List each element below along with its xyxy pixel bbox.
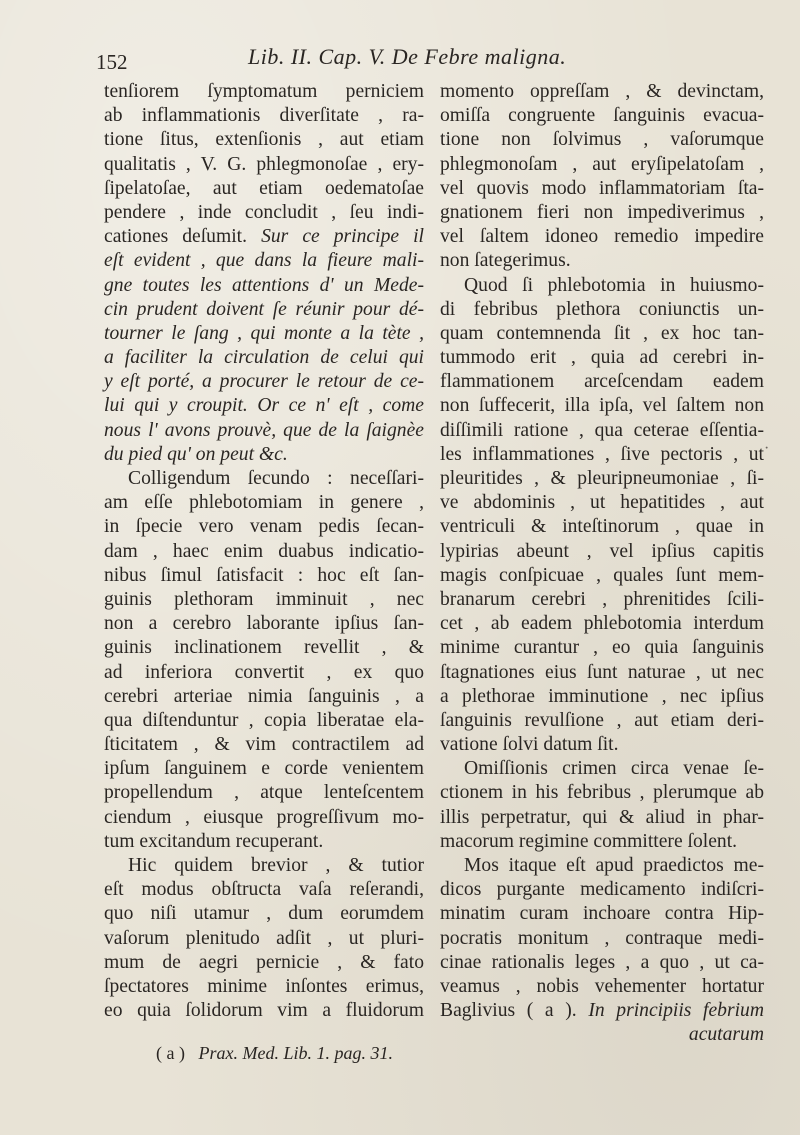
line-italic-text: lui qui y croupit. Or ce n' eſt , come <box>104 395 424 417</box>
line-text: ipſum ſanguinem e corde venientem <box>104 758 424 780</box>
text-line <box>104 346 424 370</box>
line-italic-text: nous l' avons prouvè, que de la ſaignèe <box>104 419 424 441</box>
text-line <box>104 443 424 467</box>
text-line <box>104 322 424 346</box>
line-text: Quod ſi phlebotomia in huiusmo- <box>464 274 764 296</box>
text-line <box>440 467 764 491</box>
line-text: Hic quidem brevior , & tutior <box>128 855 424 876</box>
line-italic-text: eſt evident , que dans la fieure mali- <box>104 250 424 272</box>
text-line <box>440 249 764 273</box>
text-line <box>104 612 424 636</box>
line-text: momento oppreſſam , & devinctam, <box>440 81 764 102</box>
line-text: branarum cerebri , phrenitides ſcili- <box>440 588 764 610</box>
text-line <box>104 999 424 1023</box>
line-text: eo quia ſolidorum vim a fluidorum <box>104 1000 424 1022</box>
line-text: vaſorum plenitudo adſit , ut pluri- <box>104 927 424 949</box>
line-text: cinae rationalis leges , a quo , ut ca- <box>440 951 764 973</box>
line-text: diſſimili ratione , qua ceterae eſſentia- <box>440 419 764 441</box>
text-line <box>104 830 424 854</box>
text-line <box>104 588 424 612</box>
line-text: pocratis monitum , contraque medi- <box>440 927 764 949</box>
line-text: qualitatis , V. G. phlegmonoſae , ery- <box>104 153 424 175</box>
line-text: illis perpetratur, qui & aliud in phar- <box>440 806 764 828</box>
text-line <box>440 177 764 201</box>
text-line <box>104 80 424 104</box>
footnote-text: Prax. Med. Lib. 1. pag. 31. <box>198 1043 393 1063</box>
text-line <box>440 588 764 612</box>
line-text: cerebri arteriae nimia ſanguinis , a <box>104 685 424 707</box>
line-text: vatione ſolvi datum ſit. <box>440 734 619 756</box>
text-line <box>440 685 764 709</box>
text-line <box>104 394 424 418</box>
text-line <box>440 951 764 975</box>
text-line <box>440 153 764 177</box>
line-text: quam contemnenda ſit , ex hoc tan- <box>440 322 764 344</box>
text-line <box>104 806 424 830</box>
line-text: ſticitatem , & vim contractilem ad <box>104 734 424 756</box>
text-line <box>440 128 764 152</box>
text-line <box>440 830 764 854</box>
line-text: pendere , inde concludit , ſeu indi- <box>104 201 424 223</box>
text-line <box>104 467 424 491</box>
text-line <box>440 854 764 878</box>
text-line <box>440 781 764 805</box>
line-text: tenſiorem ſymptomatum perniciem <box>104 81 424 102</box>
line-text: ſpectatores minime inſontes erimus, <box>104 975 424 997</box>
text-line <box>440 612 764 636</box>
text-line <box>440 878 764 902</box>
text-line <box>104 177 424 201</box>
line-text: non ſategerimus. <box>440 250 571 272</box>
line-text: a plethorae imminutione , nec ipſius <box>440 685 764 707</box>
text-line <box>104 709 424 733</box>
text-line <box>104 419 424 443</box>
text-line <box>104 128 424 152</box>
text-line <box>104 902 424 926</box>
line-text: guinis plethoram imminuit , nec <box>104 588 424 610</box>
line-text: ſanguinis revulſione , aut etiam deri- <box>440 709 764 731</box>
line-text: quo niſi utamur , dum eorumdem <box>104 903 424 925</box>
line-italic-text: y eſt porté, a procurer le retour de ce- <box>104 371 424 393</box>
text-line <box>440 927 764 951</box>
line-text: eſt modus obſtructa vaſa reſerandi, <box>104 879 424 901</box>
text-line <box>440 902 764 926</box>
text-line <box>104 636 424 660</box>
text-line <box>104 225 424 249</box>
text-line <box>104 878 424 902</box>
line-text: minatim curam inchoare contra Hip- <box>440 903 764 925</box>
line-text: non a cerebro laborante ipſius ſan- <box>104 613 424 635</box>
text-line <box>440 515 764 539</box>
line-text: flammationem arceſcendam eadem <box>440 371 764 393</box>
text-line <box>104 201 424 225</box>
line-text: minime curantur , eo quia ſanguinis <box>440 637 764 659</box>
text-line <box>440 733 764 757</box>
line-text: guinis inclinationem revellit , & <box>104 637 424 659</box>
line-italic-text: acutarum <box>688 1024 764 1046</box>
line-italic-text: a faciliter la circulation de celui qui <box>104 347 424 369</box>
line-text: tummodo erit , quia ad cerebri in- <box>440 347 764 369</box>
line-italic-text: Sur ce principe il <box>261 226 424 248</box>
text-line <box>440 225 764 249</box>
text-line <box>440 975 764 999</box>
line-text: in ſpecie vero venam pedis ſecan- <box>104 516 424 538</box>
text-line <box>104 781 424 805</box>
line-text: di febribus plethora coniunctis un- <box>440 298 764 320</box>
line-text: ſipelatoſae, aut etiam oedematoſae <box>104 177 424 199</box>
line-text: non ſuffecerit, illa ipſa, vel ſaltem non <box>440 395 764 417</box>
text-line <box>440 636 764 660</box>
line-text: veamus , nobis vehementer hortatur <box>440 975 764 997</box>
page-header <box>96 44 776 76</box>
text-line <box>440 806 764 830</box>
line-italic-text: In principiis febrium <box>588 1000 764 1022</box>
text-line <box>104 298 424 322</box>
line-italic-text: cin prudent doivent ſe réunir pour dé- <box>104 298 424 320</box>
line-italic-text: tourner le ſang , qui monte a la tète , <box>104 322 424 344</box>
text-line <box>440 709 764 733</box>
footnote <box>156 1043 393 1064</box>
line-text: vel quovis modo inflammatoriam ſta- <box>440 177 764 199</box>
text-line <box>104 540 424 564</box>
text-line <box>440 274 764 298</box>
line-text: tione ſitus, extenſionis , aut etiam <box>104 129 424 151</box>
text-line <box>104 975 424 999</box>
text-line <box>104 274 424 298</box>
text-line <box>104 661 424 685</box>
left-text-column <box>104 80 424 1023</box>
line-text: gnationem fieri non impediverimus , <box>440 201 764 223</box>
text-line <box>440 757 764 781</box>
text-line <box>440 564 764 588</box>
line-text: magis conſpicuae , quales ſunt mem- <box>440 564 764 586</box>
text-line <box>104 564 424 588</box>
text-line <box>440 80 764 104</box>
line-text: Baglivius ( a ). <box>440 1000 589 1022</box>
text-line <box>104 153 424 177</box>
text-line <box>440 370 764 394</box>
line-text: ctionem in his febribus , plerumque ab <box>440 782 764 804</box>
text-line <box>104 104 424 128</box>
text-line <box>104 685 424 709</box>
line-text: tione non ſolvimus , vaſorumque <box>440 129 764 151</box>
text-line <box>440 661 764 685</box>
line-text: nibus ſimul ſatisfacit : hoc eſt ſan- <box>104 564 424 586</box>
line-text: qua diſtenduntur , copia liberatae ela- <box>104 709 424 731</box>
right-text-column <box>440 80 764 1048</box>
text-line <box>440 346 764 370</box>
text-line <box>104 757 424 781</box>
text-line <box>104 733 424 757</box>
line-text: cet , ab eadem phlebotomia interdum <box>440 613 764 635</box>
line-text: propellendum , atque lenteſcentem <box>104 782 424 804</box>
text-line <box>440 540 764 564</box>
line-text: ab inflammationis diverſitate , ra- <box>104 105 424 127</box>
text-line <box>440 298 764 322</box>
text-line <box>440 443 764 467</box>
page-number: 152 <box>96 50 128 74</box>
line-text: ad inferiora convertit , ex quo <box>104 661 424 683</box>
text-line <box>440 419 764 443</box>
line-text: tum excitandum recuperant. <box>104 830 324 852</box>
line-text: Omiſſionis crimen circa venae ſe- <box>464 758 764 780</box>
line-text: omiſſa congruente ſanguinis evacua- <box>440 105 764 127</box>
line-text: am eſſe phlebotomiam in genere , <box>104 492 424 514</box>
line-text: ve abdominis , ut hepatitides , aut <box>440 492 764 514</box>
line-text: les inflammationes , ſive pectoris , ut <box>440 443 764 465</box>
footnote-mark: ( a ) <box>156 1043 185 1063</box>
line-text: ventriculi & inteſtinorum , quae in <box>440 516 764 538</box>
margin-mark: · <box>764 440 770 457</box>
line-text: lypirias abeunt , vel ipſius capitis <box>440 540 764 562</box>
text-line <box>104 249 424 273</box>
text-line <box>104 370 424 394</box>
text-line <box>104 491 424 515</box>
line-text: vel ſaltem idoneo remedio impedire <box>440 226 764 248</box>
line-text: pleuritides , & pleuripneumoniae , ſi- <box>440 468 764 489</box>
text-line <box>440 201 764 225</box>
text-line <box>440 999 764 1023</box>
text-line <box>104 927 424 951</box>
line-text: ſtagnationes eius ſunt naturae , ut nec <box>440 661 764 683</box>
line-text: macorum regimine committere ſolent. <box>440 830 738 852</box>
line-text: cationes deſumit. <box>104 226 262 248</box>
line-text: dam , haec enim duabus indicatio- <box>104 540 424 562</box>
text-line <box>104 515 424 539</box>
text-line <box>104 854 424 878</box>
text-line <box>104 951 424 975</box>
text-line <box>440 322 764 346</box>
running-head: Lib. II. Cap. V. De Febre maligna. <box>248 44 567 69</box>
line-italic-text: gne toutes les attentions d' un Mede- <box>104 274 424 296</box>
line-text: Colligendum ſecundo : neceſſari- <box>128 468 424 489</box>
line-italic-text: du pied qu' on peut &c. <box>104 443 288 465</box>
text-line <box>440 491 764 515</box>
line-text: ciendum , eiusque progreſſivum mo- <box>104 806 424 828</box>
text-line <box>440 104 764 128</box>
line-text: dicos purgante medicamento indiſcri- <box>440 879 764 901</box>
text-line <box>440 1023 764 1047</box>
text-line <box>440 394 764 418</box>
line-text: mum de aegri pernicie , & fato <box>104 951 424 973</box>
line-text: Mos itaque eſt apud praedictos me- <box>464 855 764 876</box>
line-text: phlegmonoſam , aut eryſipelatoſam , <box>440 153 764 175</box>
